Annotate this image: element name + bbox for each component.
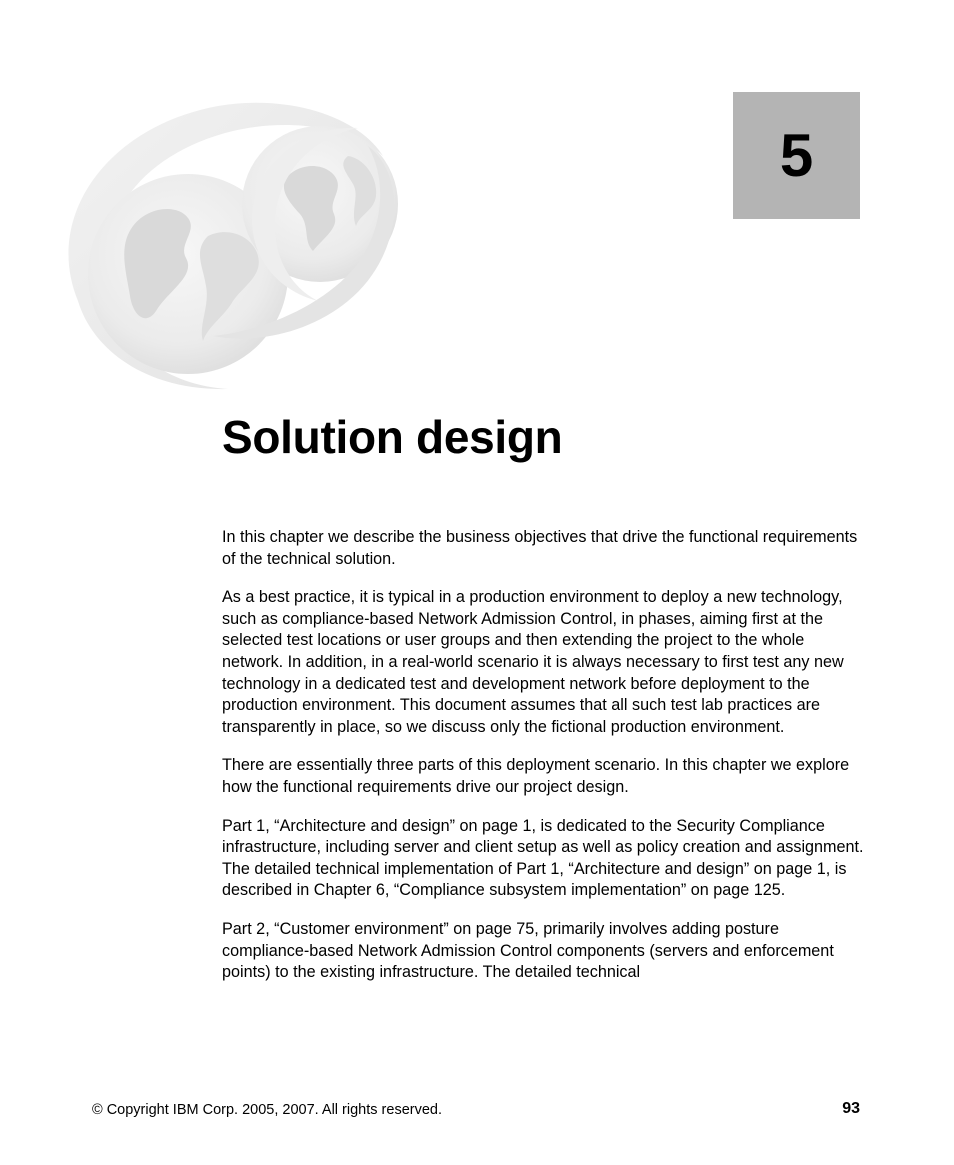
paragraph: In this chapter we describe the business objectives that drive the functional requirements of the technical solution. (222, 528, 858, 568)
paragraph: There are essentially three parts of this deployment scenario. In this chapter we explore how the functional requirements drive our project design. (222, 756, 850, 796)
globe-swirl-icon (38, 86, 418, 391)
page-number: 93 (842, 1100, 860, 1117)
chapter-number: 5 (779, 121, 814, 189)
footer-copyright: © Copyright IBM Corp. 2005, 2007. All rights reserved. (92, 1102, 442, 1118)
paragraph: Part 1, “Architecture and design” on page 1, is dedicated to the Security Compliance infrastructure, including server and client setup as well as policy creation and assignment. The detailed technical implementation of Part 1, “Architecture and design” on page 1, is described in Chapter 6, “Compliance subsystem implementation” on page 125. (222, 816, 864, 900)
chapter-number-box (733, 92, 860, 219)
paragraph: Part 2, “Customer environment” on page 75, primarily involves adding posture compliance-based Network Admission Control components (servers and enforcement points) to the existing infrastructure. The detailed technical (222, 919, 834, 982)
chapter-title: Solution design (222, 411, 563, 463)
paragraph: As a best practice, it is typical in a production environment to deploy a new technology, such as compliance-based Network Admission Control, in phases, aiming first at the selected test locations or user groups and then extending the project to the whole network. In addition, in a real-world scenario it is always necessary to first test any new technology in a dedicated test and development network before deployment to the production environment. This document assumes that all such test lab practices are transparently in place, so we discuss only the fictional production environment. (222, 588, 844, 736)
chapter-body (222, 527, 867, 1001)
